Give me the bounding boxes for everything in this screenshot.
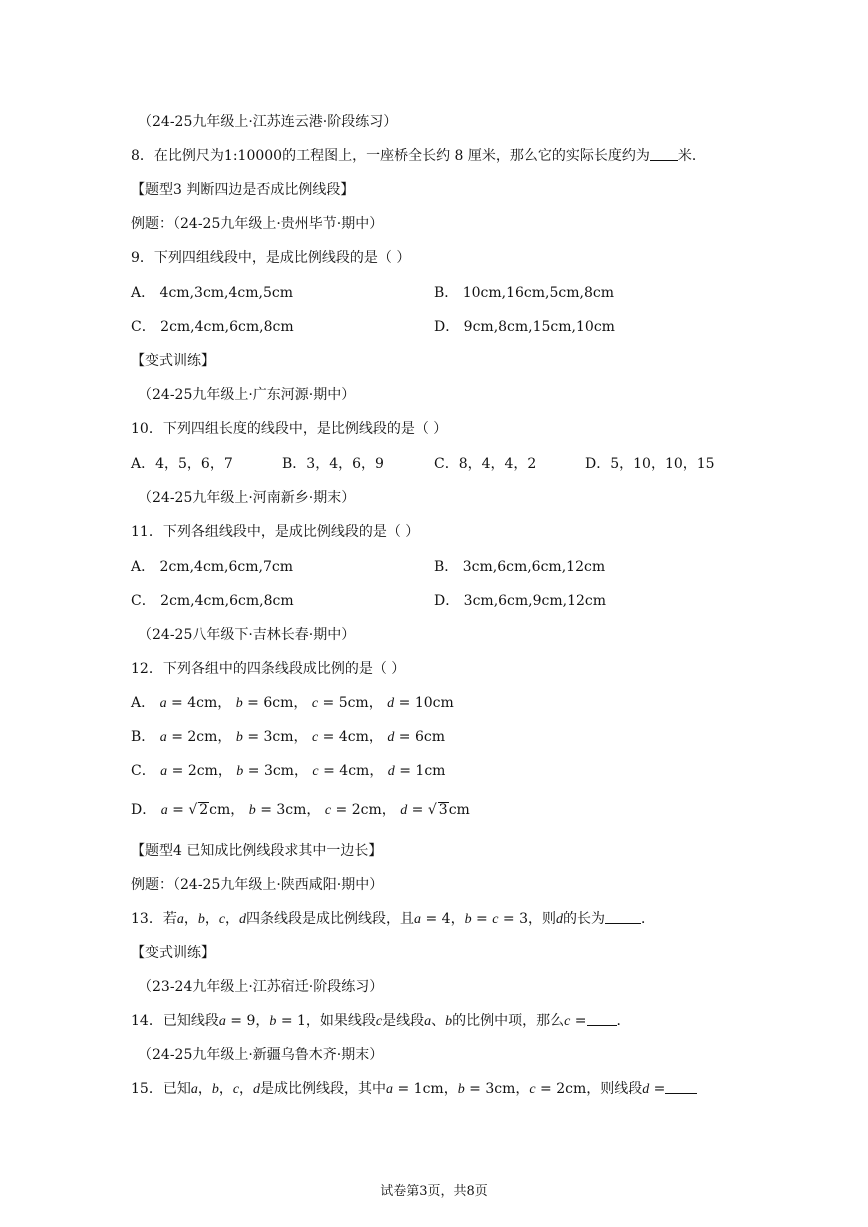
question-source: （23-24九年级上·江苏宿迁·阶段练习） — [138, 979, 384, 995]
question-text: 是成比例线段，其中 — [260, 1081, 387, 1097]
question-text: 是线段 — [382, 1013, 425, 1029]
question-text: 的工程图上，一座桥全长约 — [282, 148, 451, 164]
scale-ratio: 1:10000 — [223, 148, 283, 164]
value-a: 4cm — [187, 695, 218, 711]
value-b: 3cm — [263, 729, 294, 745]
question-15: 15．已知a，b，c，d是成比例线段，其中a = 1cm，b = 3cm，c = 2cm，则线段d = — [131, 1079, 697, 1100]
value-b: 3cm — [276, 802, 307, 818]
question-text: 的长为 — [563, 911, 605, 927]
question-text: 米． — [677, 148, 706, 164]
question-text: 若 — [162, 911, 177, 927]
question-number: 8． — [131, 148, 154, 164]
option-label: B． — [131, 729, 156, 745]
question-text: ． — [641, 911, 655, 927]
option-b[interactable]: B． 10cm,16cm,5cm,8cm — [434, 285, 614, 301]
question-text: ． — [616, 1013, 631, 1029]
value-c: 2cm — [351, 802, 382, 818]
question-text: 厘米，那么它的实际长度约为 — [467, 148, 650, 164]
value-d: 10cm — [414, 695, 454, 711]
answer-blank[interactable] — [665, 1079, 697, 1094]
question-11: 11．下列各组线段中，是成比例线段的是（ ） — [131, 524, 420, 540]
option-d[interactable]: D．5，10，10，15 — [585, 456, 715, 472]
value-a: 2cm — [187, 729, 218, 745]
option-a[interactable]: A． 2cm,4cm,6cm,7cm — [131, 559, 294, 575]
question-9: 9．下列四组线段中，是成比例线段的是（ ） — [131, 250, 411, 266]
question-number: 13． — [131, 911, 163, 927]
value-a: 2cm — [187, 763, 218, 779]
answer-blank[interactable] — [605, 909, 641, 924]
option-d[interactable]: D． 9cm,8cm,15cm,10cm — [434, 319, 615, 335]
unit: cm — [448, 802, 470, 818]
option-b[interactable]: B． a = 2cm， b = 3cm， c = 4cm， d = 6cm — [131, 729, 446, 745]
option-b[interactable]: B． 3cm,6cm,6cm,12cm — [434, 559, 606, 575]
sqrt-radicand: 3 — [438, 802, 448, 818]
answer-blank[interactable] — [587, 1011, 617, 1026]
question-text: 在比例尺为 — [153, 148, 224, 164]
question-text: ，则线段 — [586, 1081, 643, 1097]
value-b: 6cm — [263, 695, 294, 711]
question-14: 14．已知线段a = 9，b = 1，如果线段c是线段a、b的比例中项，那么c = ． — [131, 1013, 631, 1029]
question-12: 12．下列各组中的四条线段成比例的是（ ） — [131, 661, 406, 677]
option-label: D． — [131, 802, 157, 818]
question-text: ，则 — [528, 911, 556, 927]
question-number: 14． — [131, 1013, 163, 1029]
section-heading: 【题型4 已知成比例线段求其中一边长】 — [131, 843, 383, 859]
question-source: （24-25九年级上·新疆乌鲁木齐·期末） — [138, 1047, 384, 1063]
section-heading: 【变式训练】 — [131, 353, 215, 369]
value-c: 4cm — [338, 729, 369, 745]
value-b: 3cm — [263, 763, 294, 779]
question-13: 13．若a，b，c，d四条线段是成比例线段，且a = 4，b = c = 3，则d的长为 ． — [131, 911, 655, 927]
section-heading: 【变式训练】 — [131, 945, 215, 961]
question-text: 四条线段是成比例线段，且 — [246, 911, 415, 927]
sqrt-icon: √ — [188, 802, 198, 818]
section-heading: 【题型3 判断四边是否成比例线段】 — [131, 182, 355, 198]
option-d[interactable]: D． 3cm,6cm,9cm,12cm — [434, 593, 607, 609]
option-label: C． — [131, 763, 156, 779]
question-8 — [131, 146, 706, 166]
option-c[interactable]: C． a = 2cm， b = 3cm， c = 4cm， d = 1cm — [131, 763, 446, 779]
option-c[interactable]: C． 2cm,4cm,6cm,8cm — [131, 593, 294, 609]
example-source: 例题：（24-25九年级上·陕西咸阳·期中） — [131, 877, 384, 893]
option-a[interactable]: A． a = 4cm， b = 6cm， c = 5cm， d = 10cm — [131, 695, 454, 711]
question-text: 已知 — [162, 1081, 191, 1097]
option-b[interactable]: B．3，4，6，9 — [282, 456, 384, 472]
sqrt-radicand: 2 — [199, 802, 209, 818]
unit: cm — [209, 802, 231, 818]
option-a[interactable]: A． 4cm,3cm,4cm,5cm — [131, 285, 294, 301]
option-c[interactable]: C． 2cm,4cm,6cm,8cm — [131, 319, 294, 335]
page-footer: 试卷第3页，共8页 — [380, 1184, 488, 1199]
question-source: （24-25九年级上·江苏连云港·阶段练习） — [138, 114, 398, 130]
question-number: 15． — [131, 1081, 163, 1097]
example-source: 例题：（24-25九年级上·贵州毕节·期中） — [131, 216, 384, 232]
option-c[interactable]: C．8，4，4，2 — [434, 456, 537, 472]
value-c: 5cm — [338, 695, 369, 711]
option-d[interactable]: D． a = √ 2cm， b = 3cm， c = 2cm， d = √ 3cm — [131, 802, 470, 818]
question-text: 的比例中项，那么 — [452, 1013, 565, 1029]
question-text: 已知线段 — [162, 1013, 219, 1029]
value-c: 4cm — [339, 763, 370, 779]
question-10: 10．下列四组长度的线段中，是比例线段的是（ ） — [131, 421, 448, 437]
question-source: （24-25九年级上·河南新乡·期末） — [138, 490, 356, 506]
sqrt-icon: √ — [427, 802, 437, 818]
value-d: 1cm — [415, 763, 446, 779]
question-source: （24-25八年级下·吉林长春·期中） — [138, 627, 356, 643]
bridge-length: 8 — [454, 148, 464, 164]
answer-blank[interactable] — [650, 146, 678, 161]
question-source: （24-25九年级上·广东河源·期中） — [138, 387, 356, 403]
question-text: ，如果线段 — [305, 1013, 376, 1029]
option-a[interactable]: A．4，5，6，7 — [131, 456, 233, 472]
value-d: 6cm — [414, 729, 446, 745]
option-label: A． — [131, 695, 156, 711]
